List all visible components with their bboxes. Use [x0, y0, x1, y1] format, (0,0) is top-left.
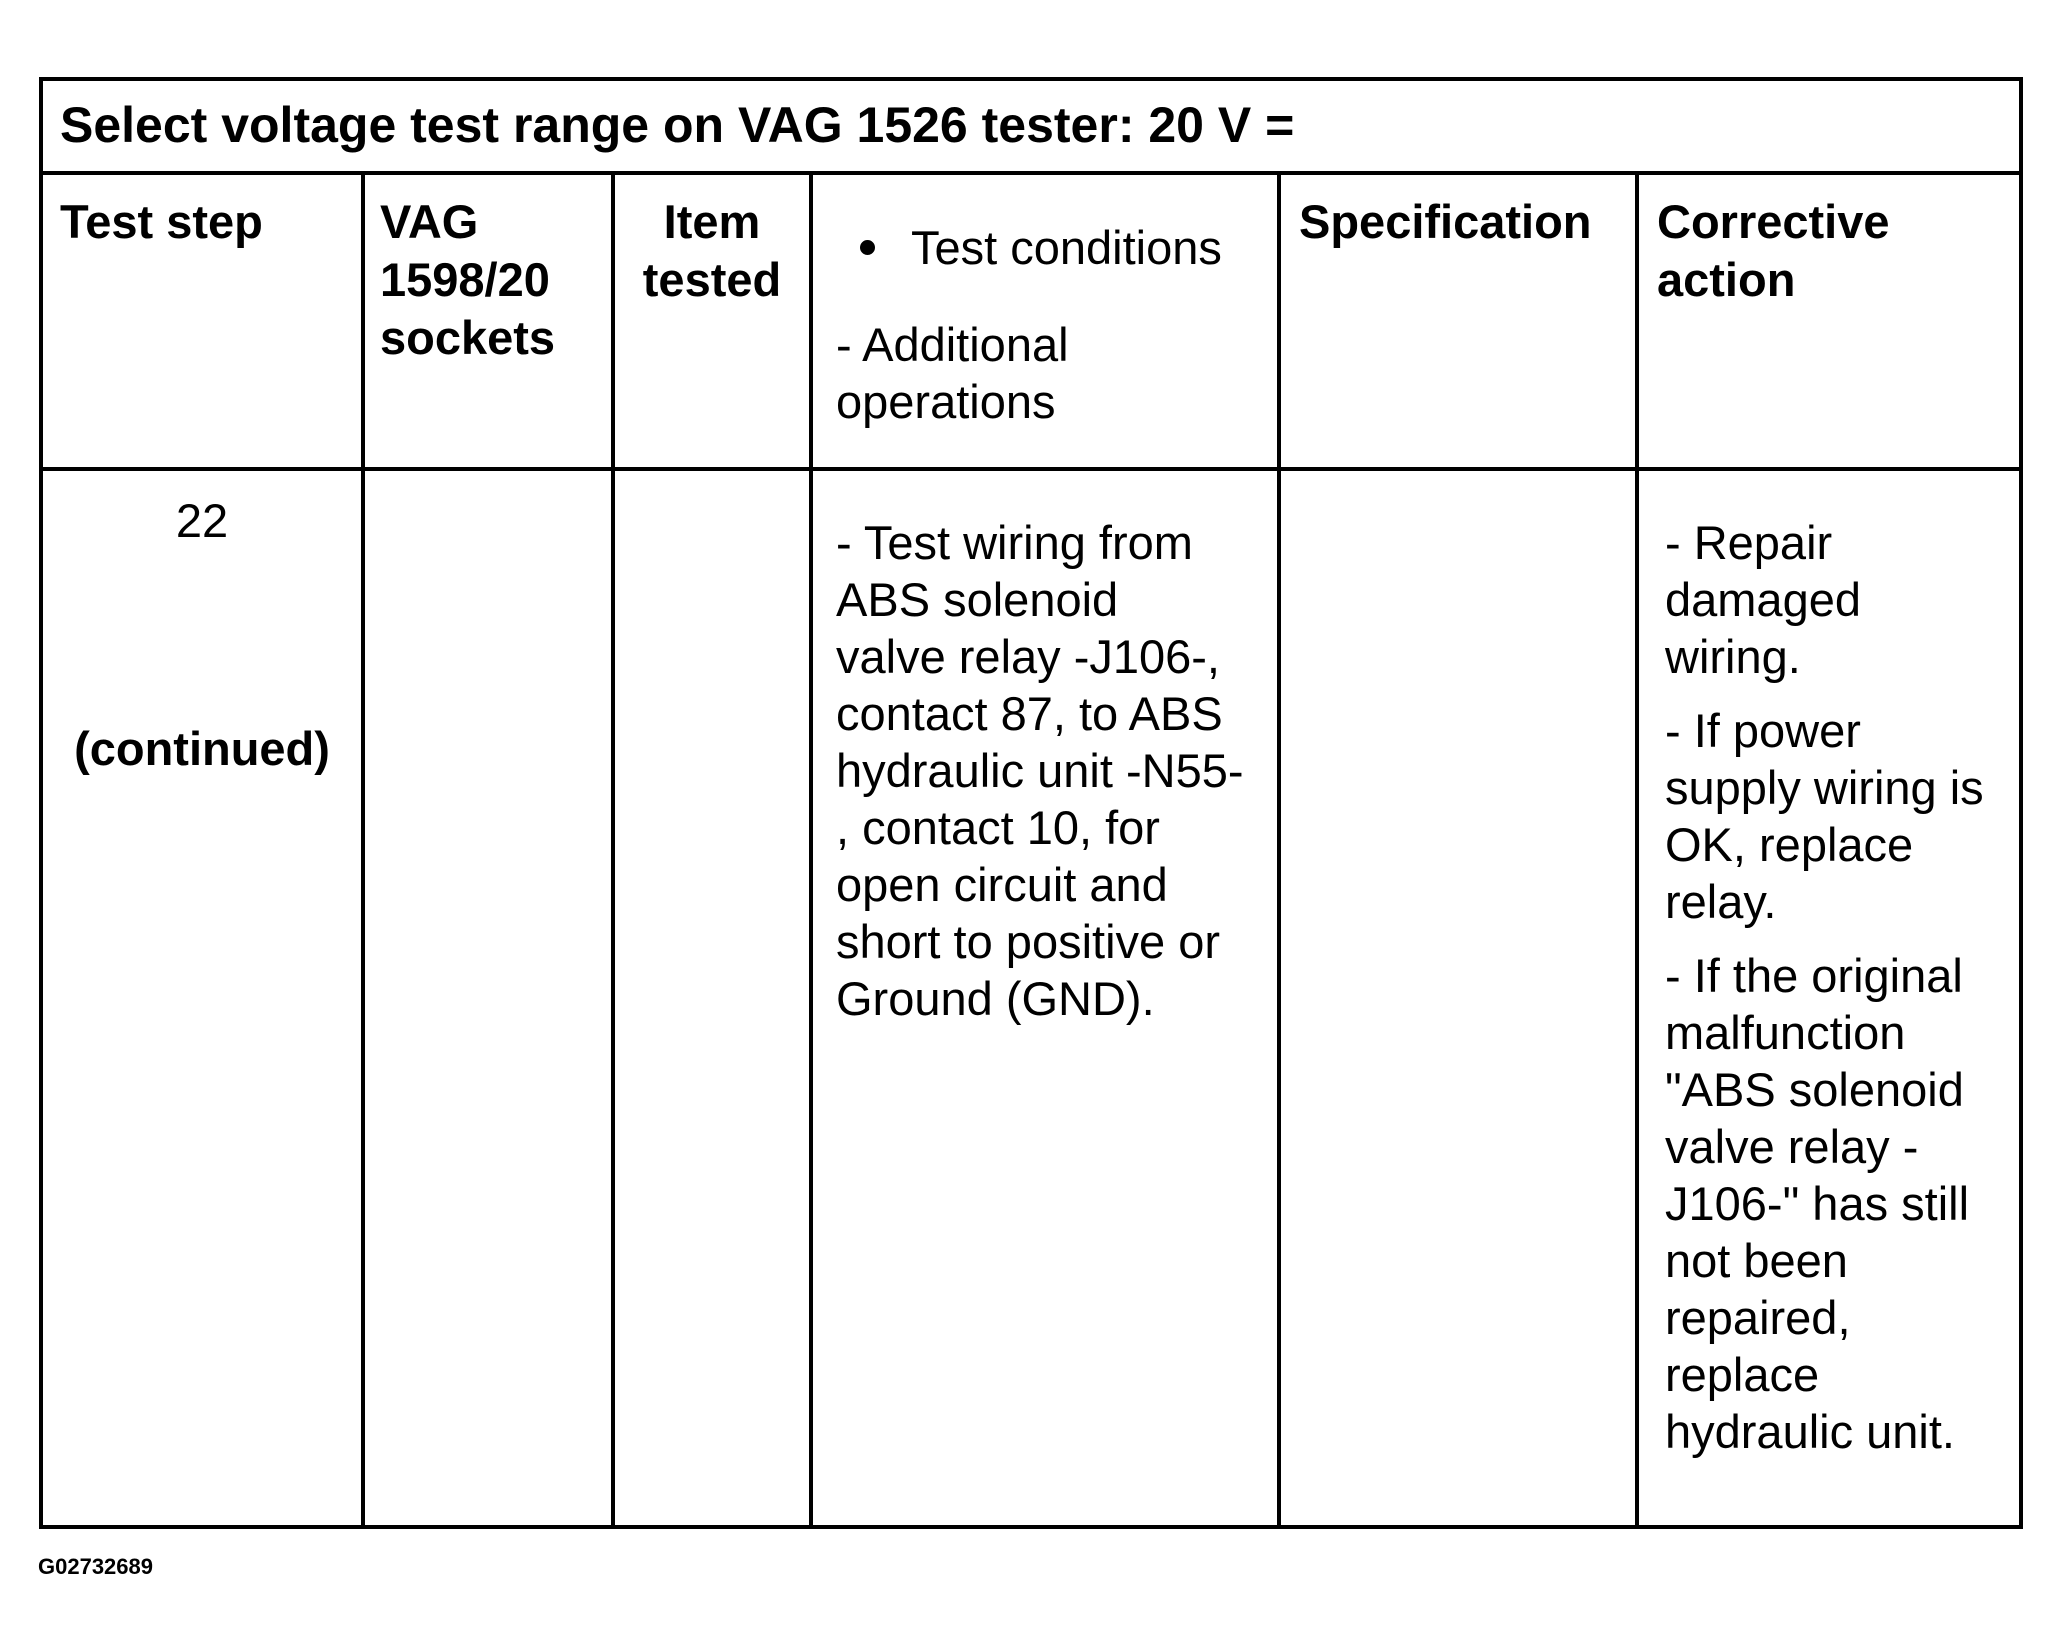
test-step-number: 22 [175, 494, 229, 547]
corrective-action-paragraph [1665, 702, 1984, 930]
corrective-action-line: - Repair [1665, 516, 1833, 569]
header-conditions-bullet-row [836, 219, 1222, 276]
corrective-action-paragraph [1665, 947, 1984, 1460]
header-item-tested-line: tested [642, 253, 782, 306]
conditions-line: contact 87, to ABS [836, 687, 1223, 740]
column-divider [809, 171, 813, 1525]
column-divider [1277, 171, 1281, 1525]
figure-id: G02732689 [38, 1554, 153, 1579]
header-sockets [380, 193, 555, 367]
conditions-line: ABS solenoid [836, 573, 1119, 626]
corrective-action-line: wiring. [1665, 630, 1801, 683]
conditions-line: hydraulic unit -N55- [836, 744, 1244, 797]
conditions-line: Ground (GND). [836, 972, 1155, 1025]
column-divider [1635, 171, 1639, 1525]
corrective-action-line: - If power [1665, 704, 1861, 757]
header-item-tested-line: Item [663, 195, 761, 248]
bullet-dot-icon [860, 240, 875, 255]
corrective-action-line: malfunction [1665, 1006, 1906, 1059]
corrective-action-paragraph [1665, 514, 1984, 685]
cell-conditions [836, 514, 1244, 1027]
header-specification-label: Specification [1299, 195, 1592, 248]
conditions-line: , contact 10, for [836, 801, 1160, 854]
header-specification [1299, 193, 1592, 251]
corrective-action-line: repaired, [1665, 1291, 1851, 1344]
header-test-step [60, 193, 263, 251]
conditions-line: - Test wiring from [836, 516, 1193, 569]
corrective-action-line: - If the original [1665, 949, 1963, 1002]
header-conditions [836, 219, 1222, 430]
cell-corrective-action [1665, 514, 1984, 1477]
corrective-action-line: OK, replace [1665, 818, 1914, 871]
conditions-line: short to positive or [836, 915, 1221, 968]
table-title-row [43, 81, 2019, 175]
corrective-action-line: valve relay - [1665, 1120, 1919, 1173]
header-corrective-action-line: Corrective [1657, 195, 1890, 248]
corrective-action-line: damaged [1665, 573, 1861, 626]
header-corrective-action [1657, 193, 1890, 309]
corrective-action-line: replace [1665, 1348, 1820, 1401]
test-table [39, 77, 2023, 1529]
header-item-tested [615, 193, 809, 309]
corrective-action-line: supply wiring is [1665, 761, 1984, 814]
test-step-note: (continued) [74, 722, 330, 775]
corrective-action-line: J106-" has still [1665, 1177, 1970, 1230]
header-corrective-action-line: action [1657, 253, 1796, 306]
header-conditions-additional-line: operations [836, 375, 1056, 428]
column-divider [611, 171, 615, 1525]
corrective-action-line: hydraulic unit. [1665, 1405, 1955, 1458]
cell-test-step-number [43, 493, 361, 549]
conditions-line: open circuit and [836, 858, 1168, 911]
table-title: Select voltage test range on VAG 1526 tester: 20 V = [60, 97, 1295, 153]
corrective-action-line: not been [1665, 1234, 1848, 1287]
header-conditions-bullet-text: Test conditions [911, 221, 1222, 274]
corrective-action-line: "ABS solenoid [1665, 1063, 1964, 1116]
cell-test-step-note [43, 721, 361, 777]
header-sockets-line: sockets [380, 311, 556, 364]
header-sockets-line: VAG [380, 195, 479, 248]
corrective-action-line: relay. [1665, 875, 1777, 928]
column-divider [361, 171, 365, 1525]
header-sockets-line: 1598/20 [380, 253, 550, 306]
header-conditions-additional-line: - Additional [836, 318, 1069, 371]
conditions-line: valve relay -J106-, [836, 630, 1220, 683]
header-test-step-label: Test step [60, 195, 263, 248]
